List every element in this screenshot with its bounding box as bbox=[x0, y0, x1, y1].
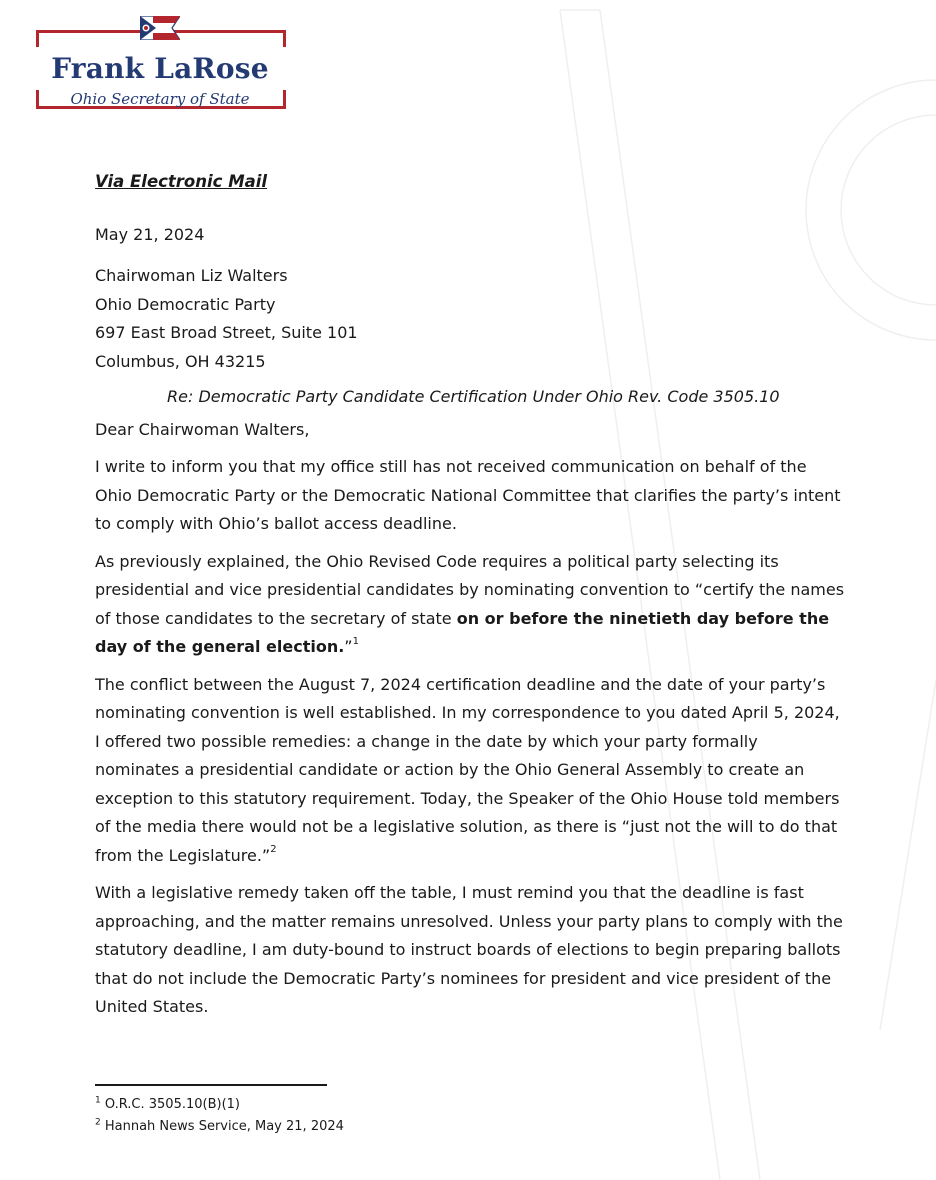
paragraph-2-text: As previously explained, the Ohio Revised Code requires a political party selecting its presidential and vice presidential candidates by nominating convention to “certify the names of those candidates to the secretary of state bbox=[95, 551, 845, 628]
footnote-divider bbox=[95, 1084, 327, 1086]
subject-line: Re: Democratic Party Candidate Certification Under Ohio Rev. Code 3505.10 bbox=[167, 387, 780, 406]
paragraph-2-bold: on or before the ninetieth day before the day of the general election. bbox=[95, 608, 830, 656]
recipient-line: Columbus, OH 43215 bbox=[95, 351, 266, 371]
ohio-burgee-flag-icon bbox=[140, 16, 180, 40]
recipient-line: Ohio Democratic Party bbox=[95, 294, 276, 314]
footnote-1 bbox=[95, 1094, 344, 1116]
salutation: Dear Chairwoman Walters, bbox=[95, 419, 310, 439]
letterhead-subtitle: Ohio Secretary of State bbox=[70, 90, 250, 108]
paragraph-3-text: The conflict between the August 7, 2024 certification deadline and the date of your party’s nominating convention is well established. In my correspondence to you dated April 5, 2024, I offered two possible remedies: a change in the date by which your party formally nominates a presidential candidate or action by the Ohio General Assembly to create an exception to this statutory requirement. Today, the Speaker of the Ohio House told members of the media there would not be a legislative solution, as there is “just not the will to do that from the Legislature.” bbox=[95, 674, 840, 865]
footnote-2 bbox=[95, 1116, 344, 1138]
letterhead-name: Frank LaRose bbox=[51, 52, 269, 85]
paragraph-4: With a legislative remedy taken off the table, I must remind you that the deadline is fast approaching, and the matter remains unresolved. Unless your party plans to comply with the statutory deadline, I am duty-bound to instruct boards of elections to begin preparing ballots that do not include the Democratic Party’s nominees for president and vice president of the United States. bbox=[95, 883, 843, 1016]
footnote-number: 2 bbox=[95, 1117, 101, 1128]
recipient-line: Chairwoman Liz Walters bbox=[95, 266, 288, 285]
paragraph-2 bbox=[95, 548, 847, 662]
letter-body bbox=[95, 168, 847, 1031]
paragraph-2-close-quote: ” bbox=[344, 637, 353, 656]
footnote-text: O.R.C. 3505.10(B)(1) bbox=[104, 1097, 240, 1112]
footnote-ref-1: 1 bbox=[352, 635, 359, 647]
letter-date: May 21, 2024 bbox=[95, 224, 205, 244]
paragraph-3 bbox=[95, 671, 847, 871]
footnote-text: Hannah News Service, May 21, 2024 bbox=[104, 1119, 344, 1134]
letterhead-logo bbox=[34, 14, 286, 112]
recipient-line: 697 East Broad Street, Suite 101 bbox=[95, 323, 358, 342]
footnotes bbox=[95, 1094, 344, 1138]
footnote-number: 1 bbox=[95, 1095, 101, 1106]
delivery-method: Via Electronic Mail bbox=[95, 172, 268, 191]
recipient-address bbox=[95, 262, 847, 376]
footnote-ref-2: 2 bbox=[270, 844, 277, 856]
paragraph-1: I write to inform you that my office still has not received communication on behalf of the Ohio Democratic Party or the Democratic National Committee that clarifies the party’s intent to comply with Ohio’s ballot access deadline. bbox=[95, 457, 841, 533]
